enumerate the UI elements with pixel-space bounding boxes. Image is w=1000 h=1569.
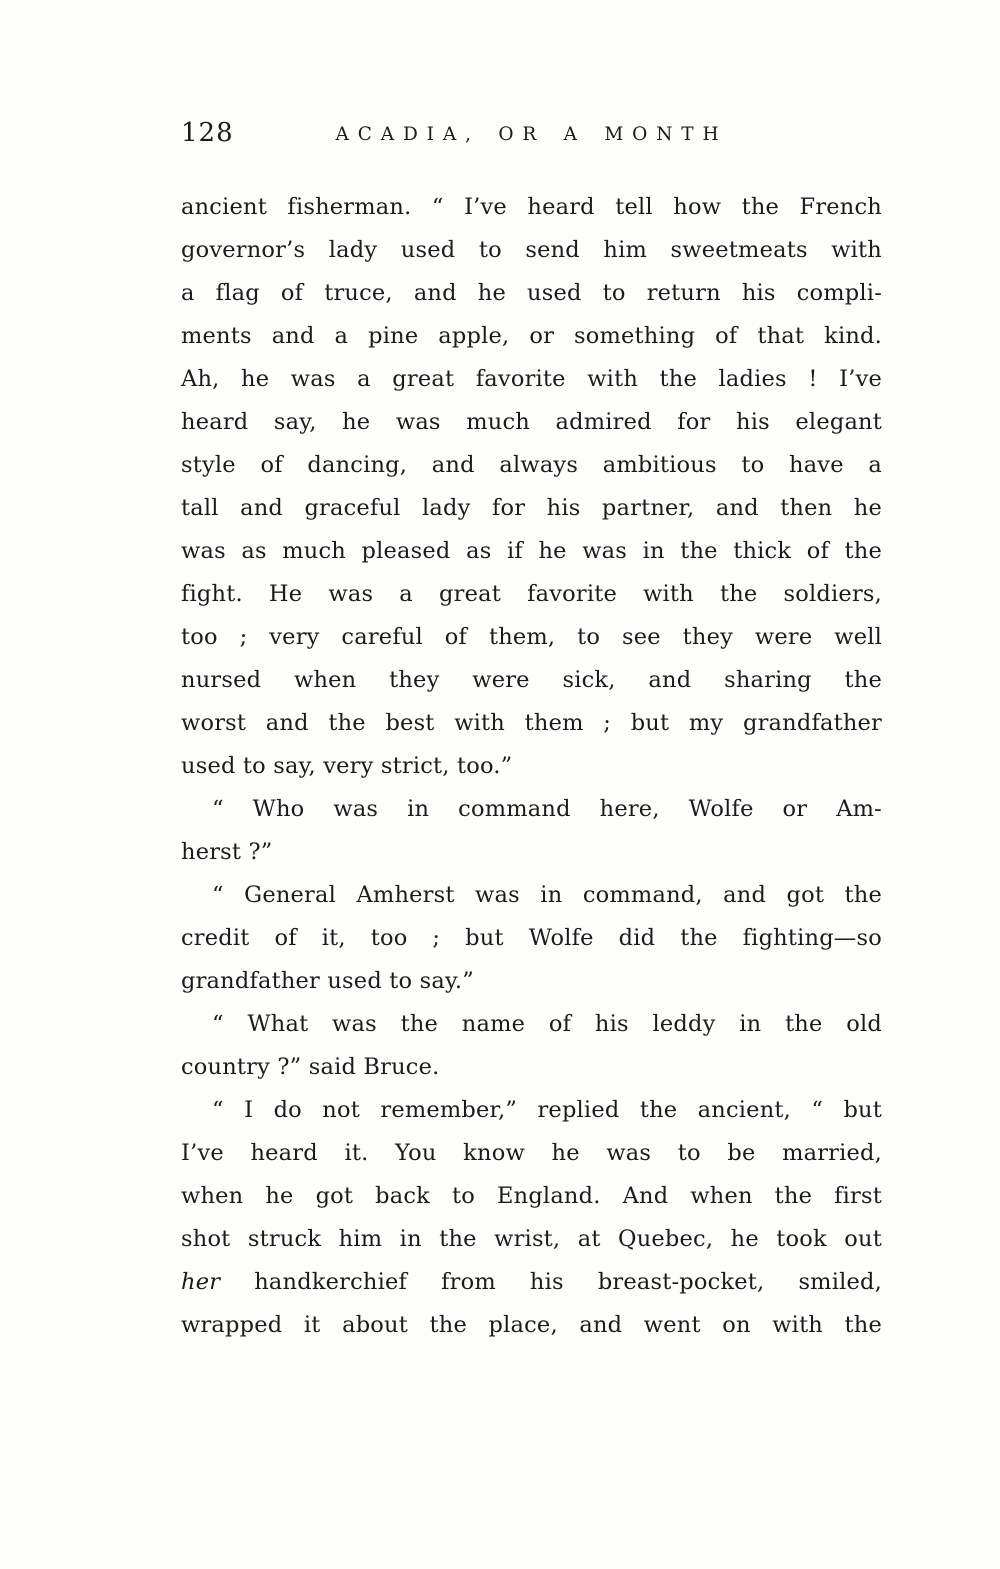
text-line: governor’s lady used to send him sweetmeats with bbox=[181, 237, 882, 263]
text-line: tall and graceful lady for his partner, and then he bbox=[181, 495, 882, 521]
text-line: fight. He was a great favorite with the soldiers, bbox=[181, 581, 882, 607]
text-line: country ?” said Bruce. bbox=[181, 1054, 440, 1080]
text-line: “ Who was in command here, Wolfe or Am- bbox=[212, 796, 882, 822]
text-line bbox=[181, 1261, 882, 1304]
paragraph bbox=[181, 186, 882, 788]
italic-word: her bbox=[181, 1269, 221, 1295]
paragraph bbox=[181, 1089, 882, 1347]
text-line: when he got back to England. And when the first bbox=[181, 1183, 882, 1209]
page-number: 128 bbox=[181, 118, 234, 148]
text-line: credit of it, too ; but Wolfe did the fighting—so bbox=[181, 925, 882, 951]
text-line: used to say, very strict, too.” bbox=[181, 753, 513, 779]
paragraph bbox=[181, 788, 882, 874]
text-line: style of dancing, and always ambitious to have a bbox=[181, 452, 882, 478]
text-line: wrapped it about the place, and went on with the bbox=[181, 1312, 882, 1338]
page-body bbox=[181, 186, 882, 1347]
text-line: nursed when they were sick, and sharing the bbox=[181, 667, 882, 693]
text-line: “ I do not remember,” replied the ancient, “ but bbox=[212, 1097, 882, 1123]
text-line: ments and a pine apple, or something of that kind. bbox=[181, 323, 882, 349]
text-line: shot struck him in the wrist, at Quebec, he took out bbox=[181, 1226, 882, 1252]
text-line: Ah, he was a great favorite with the ladies ! I’ve bbox=[181, 366, 882, 392]
text-line: herst ?” bbox=[181, 839, 273, 865]
text-line: ancient fisherman. “ I’ve heard tell how the French bbox=[181, 194, 882, 220]
text-line: I’ve heard it. You know he was to be married, bbox=[181, 1140, 882, 1166]
text-line: worst and the best with them ; but my grandfather bbox=[181, 710, 882, 736]
text-line: heard say, he was much admired for his elegant bbox=[181, 409, 882, 435]
text-line: grandfather used to say.” bbox=[181, 968, 474, 994]
running-title: ACADIA, OR A MONTH bbox=[335, 124, 728, 145]
paragraph bbox=[181, 874, 882, 1003]
text-line: too ; very careful of them, to see they were well bbox=[181, 624, 882, 650]
running-header bbox=[181, 118, 882, 152]
text-line: “ What was the name of his leddy in the old bbox=[212, 1011, 882, 1037]
text-line: was as much pleased as if he was in the thick of the bbox=[181, 538, 882, 564]
line-segment: handkerchief from his breast-pocket, smiled, bbox=[220, 1269, 882, 1295]
text-line: a flag of truce, and he used to return his compli- bbox=[181, 280, 882, 306]
text-line: “ General Amherst was in command, and got the bbox=[212, 882, 882, 908]
paragraph bbox=[181, 1003, 882, 1089]
